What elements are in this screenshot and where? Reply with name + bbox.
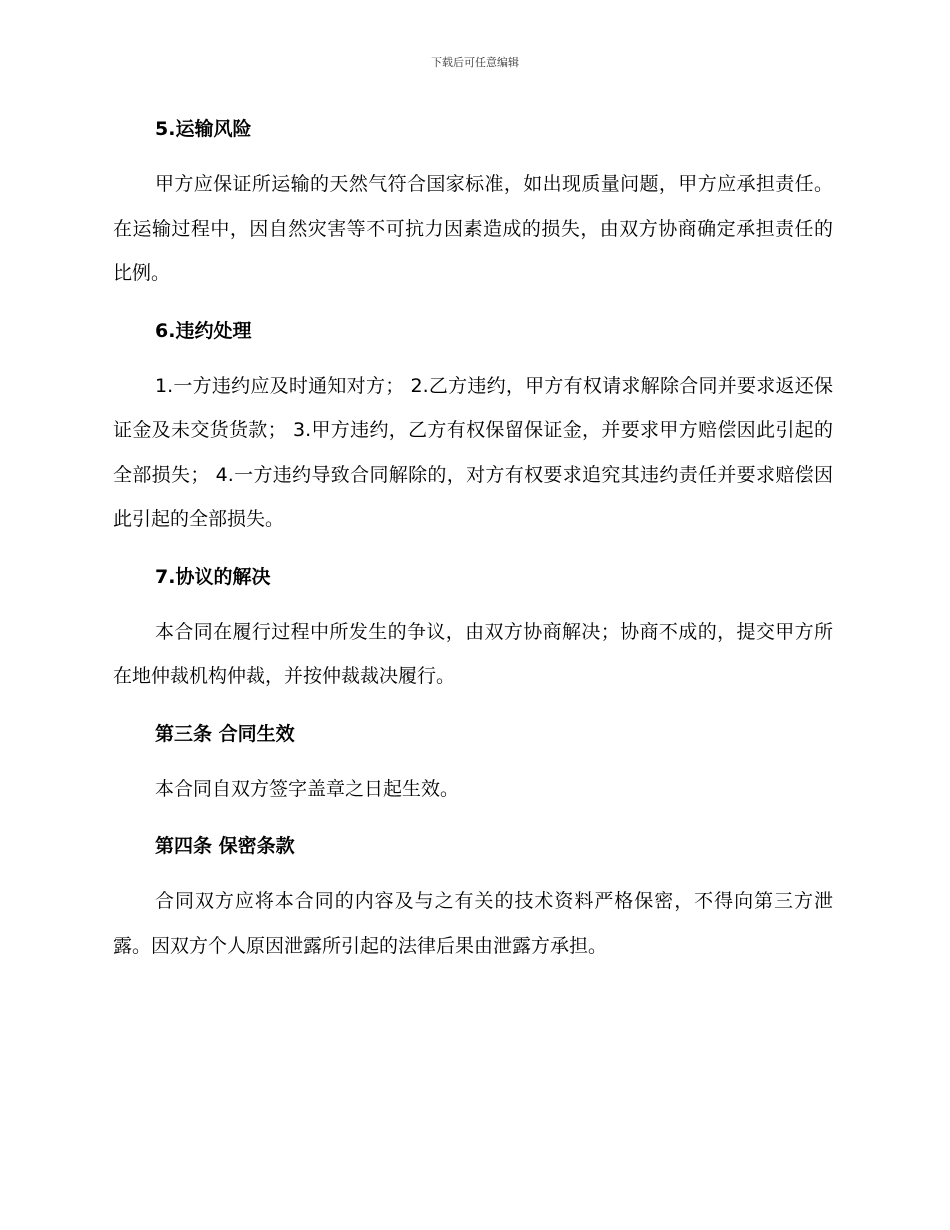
header-note: 下载后可任意编辑 (431, 56, 519, 69)
section-heading-breach-handling: 6.违约处理 (155, 319, 252, 342)
section-heading-contract-effect: 第三条 合同生效 (155, 722, 295, 745)
section-heading-transport-risk: 5.运输风险 (155, 118, 252, 140)
paragraph-breach-handling: 1.一方违约应及时通知对方； 2.乙方违约，甲方有权请求解除合同并要求返还保证金及未交货货款； 3.甲方违约，乙方有权保留保证金，并要求甲方赔偿因此引起的全部损失； 4.一方违约导致合同解除的，对方有权要求追究其违约责任并要求赔偿因此引起的全部损失。 (113, 374, 833, 530)
paragraph-contract-effect: 本合同自双方签字盖章之日起生效。 (155, 777, 460, 800)
section-heading-confidentiality: 第四条 保密条款 (155, 835, 295, 857)
paragraph-transport-risk: 甲方应保证所运输的天然气符合国家标准，如出现质量问题，甲方应承担责任。在运输过程中，因自然灾害等不可抗力因素造成的损失，由双方协商确定承担责任的比例。 (113, 173, 833, 284)
section-heading-dispute-resolution: 7.协议的解决 (155, 565, 271, 588)
document-body (113, 112, 833, 968)
paragraph-confidentiality: 合同双方应将本合同的内容及与之有关的技术资料严格保密，不得向第三方泄露。因双方个人原因泄露所引起的法律后果由泄露方承担。 (113, 890, 833, 957)
paragraph-dispute-resolution: 本合同在履行过程中所发生的争议，由双方协商解决；协商不成的，提交甲方所在地仲裁机构仲裁，并按仲裁裁决履行。 (113, 620, 833, 687)
